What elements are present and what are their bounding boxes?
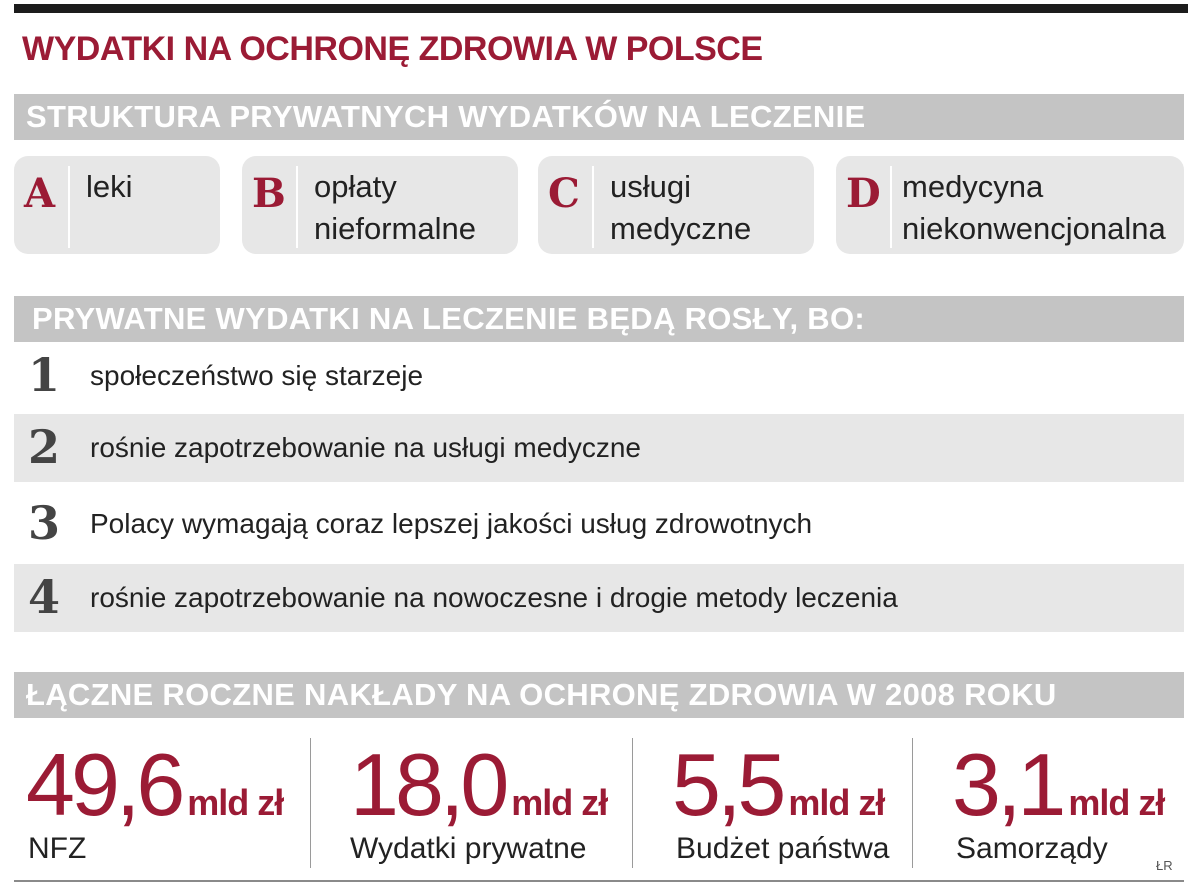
card-letter: B <box>252 170 286 217</box>
bottom-rule <box>14 880 1184 882</box>
reason-row <box>14 490 1184 558</box>
reason-text: Polacy wymagają coraz lepszej jakości usług zdrowotnych <box>90 508 813 539</box>
page-title: WYDATKI NA OCHRONĘ ZDROWIA W POLSCE <box>22 30 763 68</box>
reason-row <box>14 414 1184 482</box>
structure-card-d <box>836 156 1184 254</box>
card-letter: A <box>24 170 56 217</box>
stat-divider <box>632 738 633 868</box>
card-letter: C <box>548 170 580 217</box>
reason-text: rośnie zapotrzebowanie na nowoczesne i drogie metody leczenia <box>90 582 898 613</box>
total-label: Samorządy <box>956 832 1108 865</box>
structure-heading: STRUKTURA PRYWATNYCH WYDATKÓW NA LECZENIE <box>26 99 866 134</box>
card-text: leki <box>86 169 133 204</box>
total-value: 3,1 <box>952 735 1063 834</box>
total-local-gov <box>952 734 1188 872</box>
structure-card-a <box>14 156 220 254</box>
top-rule <box>14 4 1188 13</box>
total-unit: mld zł <box>511 782 608 823</box>
total-private <box>350 734 630 872</box>
reason-number: 1 <box>28 348 61 402</box>
total-label: Budżet państwa <box>676 832 890 865</box>
stat-divider <box>912 738 913 868</box>
total-value: 5,5 <box>672 735 783 834</box>
totals-heading: ŁĄCZNE ROCZNE NAKŁADY NA OCHRONĘ ZDROWIA W 2008 ROKU <box>26 677 1057 712</box>
reason-text: społeczeństwo się starzeje <box>90 360 424 391</box>
reason-row <box>14 564 1184 632</box>
card-text: usługi medyczne <box>610 169 752 246</box>
total-value: 49,6 <box>26 735 182 834</box>
card-divider <box>890 166 892 248</box>
totals-heading-band <box>14 672 1184 718</box>
reason-row <box>14 342 1184 410</box>
total-value: 18,0 <box>350 735 506 834</box>
reason-number: 2 <box>28 420 61 474</box>
card-divider <box>68 166 70 248</box>
total-unit: mld zł <box>788 782 885 823</box>
card-letter: D <box>846 170 881 217</box>
total-label: Wydatki prywatne <box>350 832 587 865</box>
reason-number: 4 <box>28 570 61 624</box>
card-divider <box>592 166 594 248</box>
reasons-heading-band <box>14 296 1184 342</box>
structure-heading-band <box>14 94 1184 140</box>
card-text: medycyna niekonwencjonalna <box>902 169 1166 246</box>
author-credit: ŁR <box>1156 858 1173 873</box>
reasons-heading: PRYWATNE WYDATKI NA LECZENIE BĘDĄ ROSŁY, BO: <box>32 301 865 336</box>
card-text: opłaty nieformalne <box>314 169 476 246</box>
total-unit: mld zł <box>1068 782 1165 823</box>
card-divider <box>296 166 298 248</box>
total-state-budget <box>672 734 912 872</box>
total-nfz <box>26 734 306 872</box>
stat-divider <box>310 738 311 868</box>
structure-card-b <box>242 156 518 254</box>
structure-card-c <box>538 156 814 254</box>
total-label: NFZ <box>28 832 87 865</box>
total-unit: mld zł <box>187 782 284 823</box>
reason-text: rośnie zapotrzebowanie na usługi medyczne <box>90 432 641 463</box>
reason-number: 3 <box>28 496 61 550</box>
